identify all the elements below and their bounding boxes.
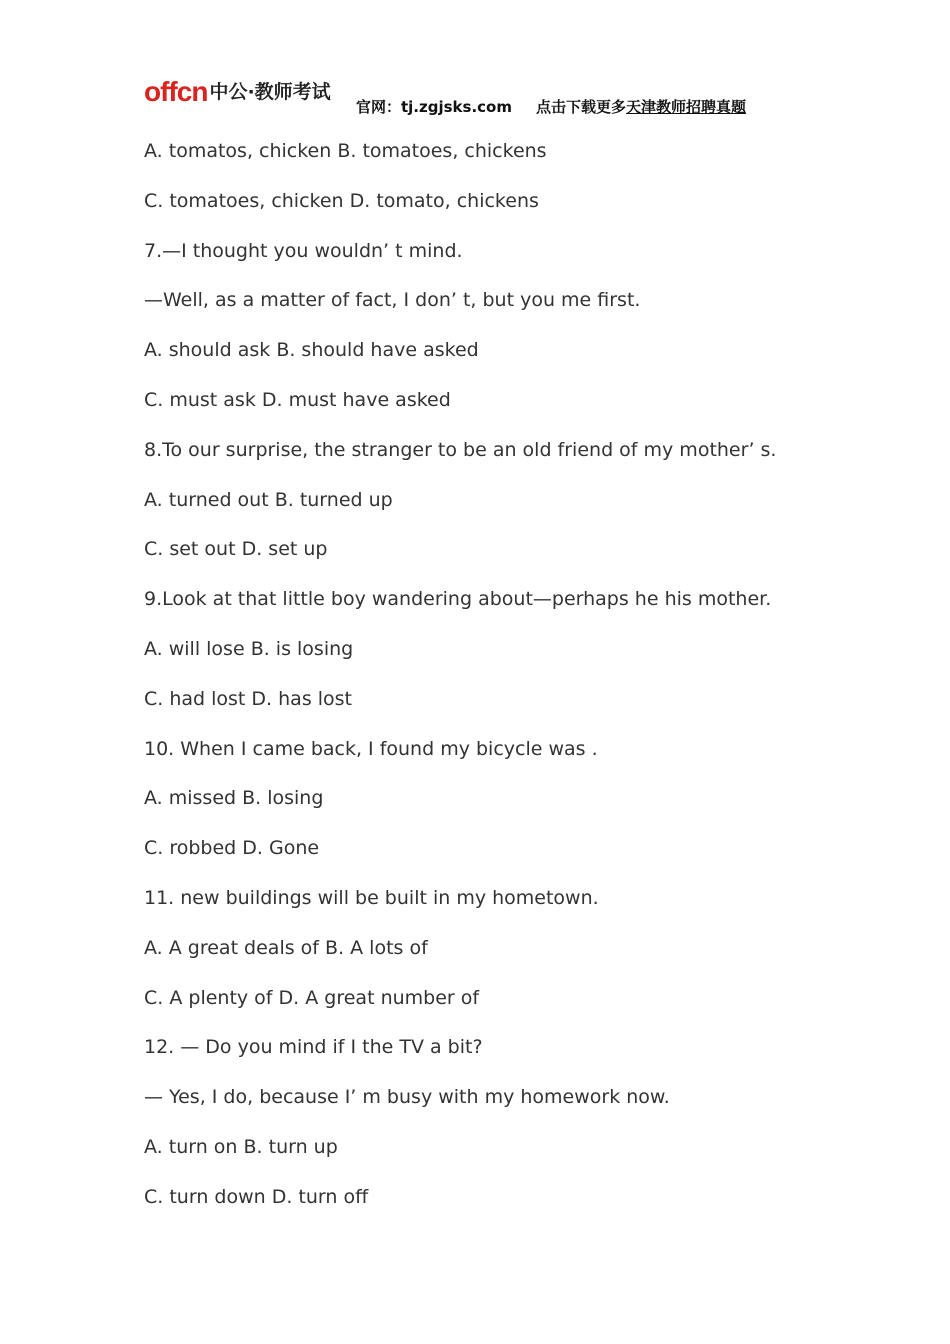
official-site-label[interactable]: 官网：tj.zgjsks.com xyxy=(356,98,512,116)
text-line: C. A plenty of D. A great number of xyxy=(144,986,480,1009)
text-line: 10. When I came back, I found my bicycle was . xyxy=(144,737,598,760)
text-line: A. turn on B. turn up xyxy=(144,1135,338,1158)
text-line: 9.Look at that little boy wandering about—perhaps he his mother. xyxy=(144,588,772,611)
logo-brand: offcn xyxy=(144,76,208,107)
text-line: A. tomatos, chicken B. tomatoes, chickens xyxy=(144,140,547,162)
text-line: A. will lose B. is losing xyxy=(144,637,354,660)
text-line: 11. new buildings will be built in my hometown. xyxy=(144,886,599,909)
text-line: C. turn down D. turn off xyxy=(144,1185,369,1208)
offcn-logo xyxy=(144,74,331,110)
download-prefix: 点击下载更多 xyxy=(536,98,627,116)
text-line: C. must ask D. must have asked xyxy=(144,388,451,411)
text-line: —Well, as a matter of fact, I don’ t, but you me first. xyxy=(144,289,641,312)
text-line: 12. — Do you mind if I the TV a bit? xyxy=(144,1036,483,1059)
text-line: A. should ask B. should have asked xyxy=(144,339,479,362)
text-line: 8.To our surprise, the stranger to be an old friend of my mother’ s. xyxy=(144,438,777,461)
text-line: C. tomatoes, chicken D. tomato, chickens xyxy=(144,189,539,212)
download-more-link[interactable] xyxy=(536,96,746,117)
logo-text: 中公·教师考试 xyxy=(209,81,331,103)
page-header xyxy=(144,74,784,118)
download-link-text[interactable]: 天津教师招聘真题 xyxy=(626,98,747,116)
text-line: A. missed B. losing xyxy=(144,787,324,810)
text-line: A. turned out B. turned up xyxy=(144,488,393,511)
document-body xyxy=(144,136,844,1232)
text-line: — Yes, I do, because I’ m busy with my homework now. xyxy=(144,1086,670,1109)
text-line: C. set out D. set up xyxy=(144,538,328,561)
text-line: C. robbed D. Gone xyxy=(144,837,320,860)
text-line: 7.—I thought you wouldn’ t mind. xyxy=(144,239,463,262)
text-line: C. had lost D. has lost xyxy=(144,687,353,710)
text-line: A. A great deals of B. A lots of xyxy=(144,936,428,959)
